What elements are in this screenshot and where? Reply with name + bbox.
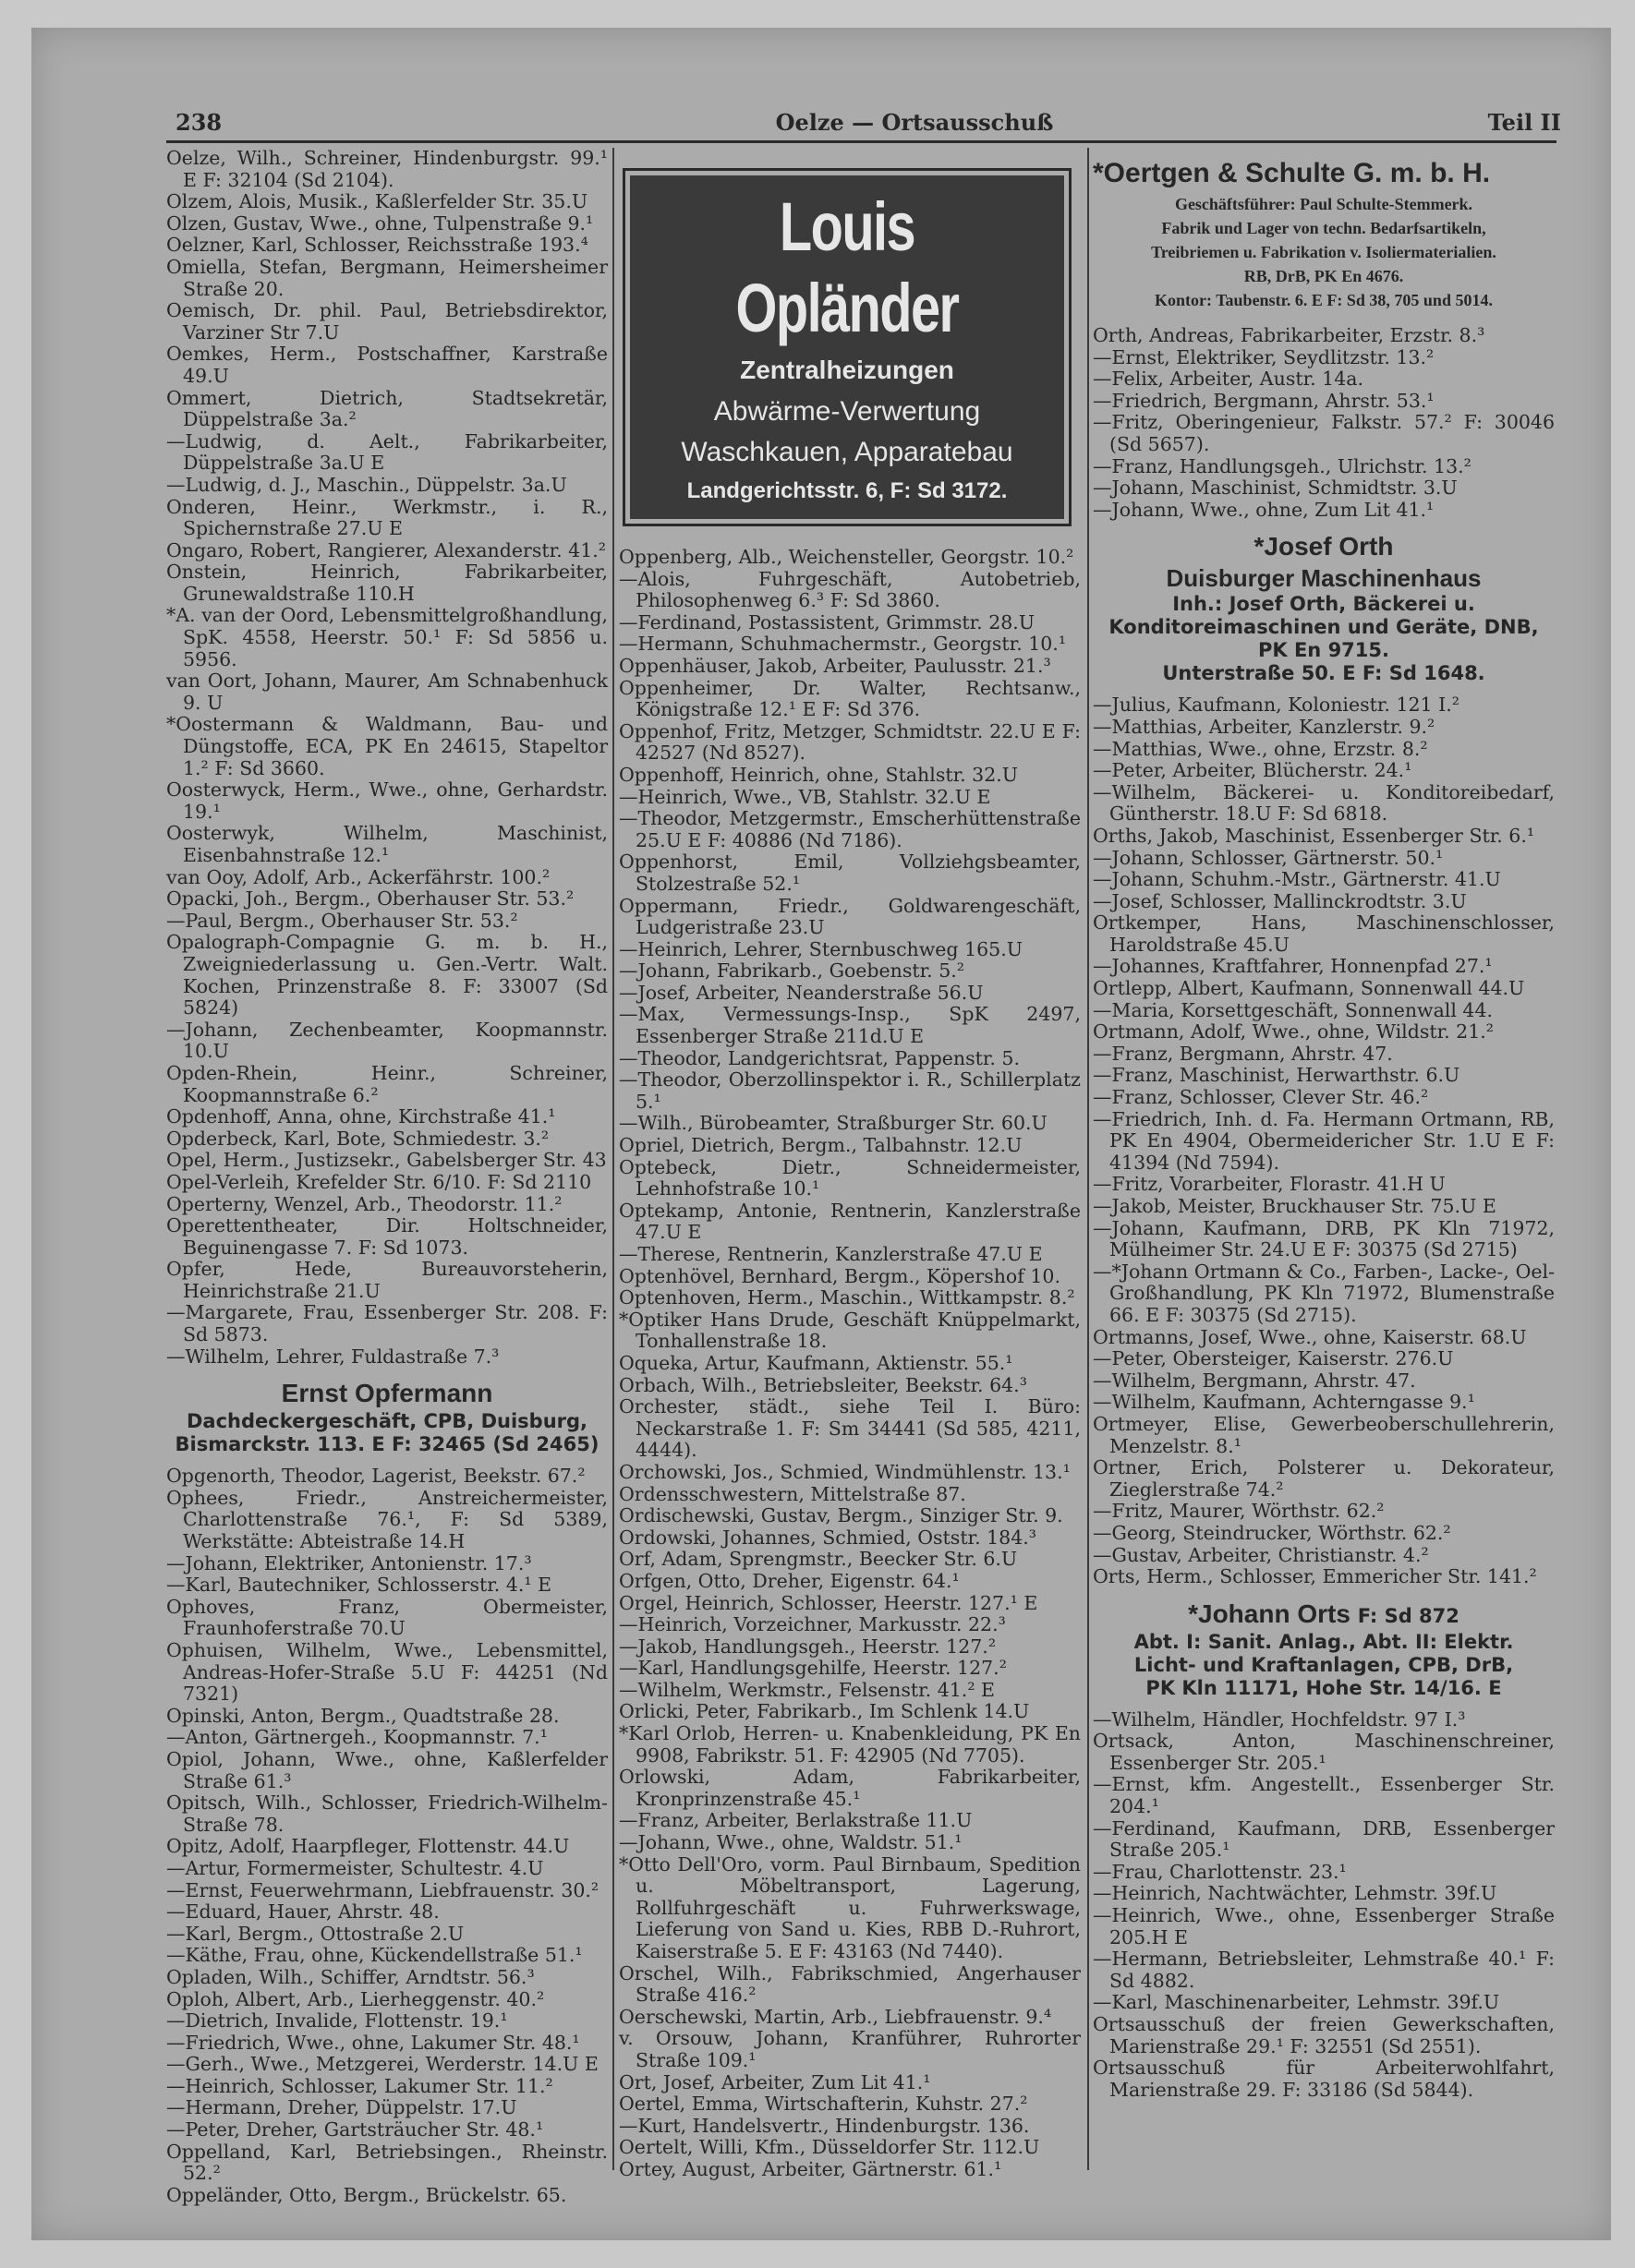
directory-entry: —Margarete, Frau, Essenberger Str. 208. F: Sd 5873. <box>166 1301 608 1346</box>
directory-entry: —Heinrich, Vorzeichner, Markusstr. 22.³ <box>619 1613 1006 1636</box>
ad-opfermann-line1: Dachdeckergeschäft, CPB, Duisburg, <box>186 1410 588 1433</box>
directory-entry: —Heinrich, Wwe., VB, Stahlstr. 32.U E <box>619 785 991 808</box>
directory-entry: Ortmanns, Josef, Wwe., ohne, Kaiserstr. 68.U <box>1093 1325 1527 1348</box>
directory-entry: —Heinrich, Nachtwächter, Lehmstr. 39f.U <box>1093 1882 1497 1905</box>
directory-entry: —Wilh., Bürobeamter, Straßburger Str. 60.U <box>619 1112 1048 1135</box>
directory-entry: Optebeck, Dietr., Schneidermeister, Lehnhofstraße 10.¹ <box>619 1155 1081 1200</box>
directory-entry: —Eduard, Hauer, Ahrstr. 48. <box>166 1900 440 1924</box>
ad-oplaender-line3: Waschkauen, Apparatebau <box>681 437 1013 467</box>
directory-entry: —Johann, Wwe., ohne, Waldstr. 51.¹ <box>619 1831 963 1854</box>
directory-entry: —Karl, Bautechniker, Schlosserstr. 4.¹ E <box>166 1574 552 1597</box>
ad-orth-line3: PK En 9715. <box>1257 639 1389 662</box>
directory-entry: Ortmann, Adolf, Wwe., ohne, Wildstr. 21.² <box>1093 1020 1494 1044</box>
directory-entry: Opladen, Wilh., Schiffer, Arndtstr. 56.³ <box>166 1965 535 1988</box>
directory-entry: —Theodor, Metzgermstr., Emscherhüttenstraße 25.U E F: 40886 (Nd 7186). <box>619 807 1081 851</box>
left-entries-top <box>166 148 608 1368</box>
directory-entry: Operterny, Wenzel, Arb., Theodorstr. 11.² <box>166 1192 563 1215</box>
directory-entry: Opden-Rhein, Heinr., Schreiner, Koopmannstraße 6.² <box>166 1061 608 1106</box>
directory-entry: *Karl Orlob, Herren- u. Knabenkleidung, PK En 9908, Fabrikstr. 51. F: 42905 (Nd 7705). <box>619 1722 1081 1767</box>
ad-orts-phone: F: Sd 872 <box>1357 1604 1459 1627</box>
directory-entry: —Gustav, Arbeiter, Christianstr. 4.² <box>1093 1543 1429 1566</box>
left-entries-bottom <box>166 1466 608 2206</box>
ad-oplaender-line4: Landgerichtsstr. 6, F: Sd 3172. <box>686 478 1008 503</box>
ad-orth-name: *Josef Orth <box>1254 532 1394 561</box>
directory-entry: Opdenhoff, Anna, ohne, Kirchstraße 41.¹ <box>166 1105 556 1128</box>
directory-entry: —Heinrich, Wwe., ohne, Essenberger Straße 205.H E <box>1093 1904 1555 1948</box>
directory-entry: —Georg, Steindrucker, Wörthstr. 62.² <box>1093 1521 1451 1544</box>
ad-oplaender <box>623 168 1072 526</box>
directory-entry: van Oort, Johann, Maurer, Am Schnabenhuck 9. U <box>166 670 608 714</box>
directory-entry: —Hermann, Betriebsleiter, Lehmstraße 40.¹ F: Sd 4882. <box>1093 1948 1555 1992</box>
ad-opfermann-line2: Bismarckstr. 113. E F: 32465 (Sd 2465) <box>175 1433 600 1456</box>
directory-entry: —Johann, Zechenbeamter, Koopmannstr. 10.U <box>166 1018 608 1063</box>
directory-entry: —Peter, Arbeiter, Blücherstr. 24.¹ <box>1093 759 1412 782</box>
ad-oertgen-line3: Treibriemen u. Fabrikation v. Isoliermaterialien. <box>1151 243 1496 261</box>
directory-entry: Oemkes, Herm., Postschaffner, Karstraße 49.U <box>166 343 608 387</box>
column-divider-left <box>612 148 614 2170</box>
directory-entry: Oerschewski, Martin, Arb., Liebfrauenstr. 9.⁴ <box>619 2005 1052 2028</box>
directory-entry: Ophuisen, Wilhelm, Wwe., Lebensmittel, Andreas-Hofer-Straße 5.U F: 44251 (Nd 7321) <box>166 1639 608 1706</box>
directory-entry: —Johann, Fabrikarb., Goebenstr. 5.² <box>619 959 964 983</box>
directory-entry: —Johann, Schlosser, Gärtnerstr. 50.¹ <box>1093 846 1444 869</box>
directory-entry: Ophoves, Franz, Obermeister, Fraunhoferstraße 70.U <box>166 1595 608 1640</box>
directory-entry: Orgel, Heinrich, Schlosser, Heerstr. 127.¹ E <box>619 1591 1038 1614</box>
directory-entry: Orlicki, Peter, Fabrikarb., Im Schlenk 14.U <box>619 1700 1030 1723</box>
directory-entry: —Friedrich, Bergmann, Ahrstr. 53.¹ <box>1093 389 1435 412</box>
directory-entry: Optenhoven, Herm., Maschin., Wittkampstr. 8.² <box>619 1286 1075 1309</box>
directory-entry: —Heinrich, Lehrer, Sternbuschweg 165.U <box>619 937 1023 960</box>
directory-entry: Optenhövel, Bernhard, Bergm., Köpershof 10. <box>619 1264 1060 1287</box>
ad-oertgen-line2: Fabrik und Lager von techn. Bedarfsartikeln, <box>1161 219 1486 237</box>
directory-entry: —Matthias, Arbeiter, Kanzlerstr. 9.² <box>1093 715 1435 738</box>
directory-entry: Oemisch, Dr. phil. Paul, Betriebsdirektor, Varziner Str 7.U <box>166 299 608 344</box>
directory-entry: Oosterwyk, Wilhelm, Maschinist, Eisenbahnstraße 12.¹ <box>166 822 608 866</box>
directory-entry: Opinski, Anton, Bergm., Quadtstraße 28. <box>166 1704 560 1727</box>
directory-entry: —Franz, Maschinist, Herwarthstr. 6.U <box>1093 1064 1460 1087</box>
middle-entries <box>619 547 1081 2181</box>
directory-entry: —Heinrich, Schlosser, Lakumer Str. 11.² <box>166 2074 553 2097</box>
directory-entry: —Ludwig, d. Aelt., Fabrikarbeiter, Düppelstraße 3a.U E <box>166 429 608 475</box>
directory-entry: —Ludwig, d. J., Maschin., Düppelstr. 3a.U <box>166 473 567 496</box>
directory-entry: —Hermann, Dreher, Düppelstr. 17.U <box>166 2096 517 2119</box>
directory-entry: Ortmeyer, Elise, Gewerbeoberschullehrerin, Menzelstr. 8.¹ <box>1093 1412 1555 1457</box>
directory-entry: —Karl, Handlungsgehilfe, Heerstr. 127.² <box>619 1657 1007 1680</box>
directory-entry: Oelze, Wilh., Schreiner, Hindenburgstr. 99.¹ E F: 32104 (Sd 2104). <box>166 147 608 191</box>
directory-entry: —Franz, Handlungsgeh., Ulrichstr. 13.² <box>1093 454 1472 477</box>
directory-entry: —Josef, Schlosser, Mallinckrodtstr. 3.U <box>1093 889 1467 912</box>
ad-orth-line4: Unterstraße 50. E F: Sd 1648. <box>1162 662 1485 685</box>
directory-entry: Orts, Herm., Schlosser, Emmericher Str. 141.² <box>1093 1565 1537 1588</box>
directory-entry: —Ernst, Feuerwehrmann, Liebfrauenstr. 30.² <box>166 1878 600 1901</box>
directory-entry: *Oostermann & Waldmann, Bau- und Düngstoffe, ECA, PK En 24615, Stapeltor 1.² F: Sd 3660. <box>166 713 608 779</box>
directory-entry: Ortsack, Anton, Maschinenschreiner, Essenberger Str. 205.¹ <box>1093 1730 1555 1774</box>
ad-orts <box>1093 1598 1555 1700</box>
directory-entry: Ortlepp, Albert, Kaufmann, Sonnenwall 44.U <box>1093 977 1525 1000</box>
directory-entry: —Johann, Elektriker, Antonienstr. 17.³ <box>166 1551 532 1574</box>
ad-oplaender-line2: Abwärme-Verwertung <box>713 396 981 427</box>
directory-entry: Oppenheimer, Dr. Walter, Rechtsanw., Königstraße 12.¹ E F: Sd 376. <box>619 676 1081 721</box>
directory-entry: Ongaro, Robert, Rangierer, Alexanderstr. 41.² <box>166 538 606 561</box>
directory-entry: —Johann, Maschinist, Schmidtstr. 3.U <box>1093 477 1458 500</box>
directory-entry: —Karl, Bergm., Ottostraße 2.U <box>166 1922 465 1945</box>
directory-entry: —Johannes, Kraftfahrer, Honnenpfad 27.¹ <box>1093 955 1493 978</box>
directory-entry: —Felix, Arbeiter, Austr. 14a. <box>1093 368 1363 391</box>
directory-entry: Oppenhof, Fritz, Metzger, Schmidtstr. 22.U E F: 42527 (Nd 8527). <box>619 719 1081 765</box>
directory-entry: Opalograph-Compagnie G. m. b. H., Zweigniederlassung u. Gen.-Vertr. Walt. Kochen, Prinzenstraße 8. F: 33007 (Sd 5824) <box>166 931 608 1019</box>
directory-entry: Oploh, Albert, Arb., Lierheggenstr. 40.² <box>166 1987 545 2010</box>
directory-entry: Ordensschwestern, Mittelstraße 87. <box>619 1482 966 1505</box>
directory-entry: Oppenberg, Alb., Weichensteller, Georgstr. 10.² <box>619 546 1074 568</box>
directory-entry: Opfer, Hede, Bureauvorsteherin, Heinrichstraße 21.U <box>166 1258 608 1302</box>
directory-entry: Ophees, Friedr., Anstreichermeister, Charlottenstraße 76.¹, F: Sd 5389, Werkstätte: Abteistraße 14.H <box>166 1486 608 1553</box>
directory-entry: Oosterwyck, Herm., Wwe., ohne, Gerhardstr. 19.¹ <box>166 778 608 823</box>
directory-entry: *Otto Dell'Oro, vorm. Paul Birnbaum, Spedition u. Möbeltransport, Lagerung, Rollfuhrgeschäft u. Fuhrwerkswage, Lieferung von Sand u. Kies, RBB D.-Ruhrort, Kaiserstraße 5. E F: 43163 (Nd 7440). <box>619 1852 1081 1962</box>
directory-entry: —Franz, Bergmann, Ahrstr. 47. <box>1093 1042 1393 1065</box>
ad-oplaender-line1: Zentralheizungen <box>740 356 954 384</box>
directory-entry: van Ooy, Adolf, Arb., Ackerfährstr. 100.² <box>166 865 551 888</box>
directory-entry: Oertelt, Willi, Kfm., Düsseldorfer Str. 112.U <box>619 2136 1040 2159</box>
directory-entry: —Fritz, Vorarbeiter, Florastr. 41.H U <box>1093 1173 1446 1196</box>
directory-entry: Oppenhorst, Emil, Vollziehgsbeamter, Stolzestraße 52.¹ <box>619 850 1081 895</box>
directory-entry: Oelzner, Karl, Schlosser, Reichsstraße 193.⁴ <box>166 234 588 257</box>
ad-oertgen-name: *Oertgen & Schulte G. m. b. H. <box>1093 158 1491 188</box>
directory-entry: —Karl, Maschinenarbeiter, Lehmstr. 39f.U <box>1093 1991 1500 2014</box>
directory-entry: —Dietrich, Invalide, Flottenstr. 19.¹ <box>166 2009 508 2033</box>
directory-entry: Ordowski, Johannes, Schmied, Oststr. 184.³ <box>619 1526 1037 1549</box>
directory-entry: Olzem, Alois, Musik., Kaßlerfelder Str. 35.U <box>166 190 588 213</box>
directory-entry: Oqueka, Artur, Kaufmann, Aktienstr. 55.¹ <box>619 1351 1013 1374</box>
directory-entry: Oppeländer, Otto, Bergm., Brückelstr. 65. <box>166 2183 567 2206</box>
ad-orth-line2: Inh.: Josef Orth, Bäckerei u. Konditoreimaschinen und Geräte, DNB, <box>1108 593 1539 639</box>
ad-oplaender-name: Louis Opländer <box>735 188 959 346</box>
directory-entry: —Johann, Schuhm.-Mstr., Gärtnerstr. 41.U <box>1093 868 1501 891</box>
right-column <box>1093 148 1555 2101</box>
directory-entry: —Franz, Schlosser, Clever Str. 46.² <box>1093 1086 1429 1109</box>
part-label: Teil II <box>1487 109 1561 136</box>
directory-entry: Oppenhäuser, Jakob, Arbeiter, Paulusstr. 21.³ <box>619 654 1051 677</box>
running-head <box>176 109 1561 142</box>
directory-entry: —Matthias, Wwe., ohne, Erzstr. 8.² <box>1093 737 1428 760</box>
directory-entry: —Käthe, Frau, ohne, Kückendellstraße 51.¹ <box>166 1944 583 1967</box>
page-number: 238 <box>176 109 223 136</box>
directory-entry: Opitsch, Wilh., Schlosser, Friedrich-Wilhelm-Straße 78. <box>166 1791 608 1836</box>
directory-entry: —Theodor, Oberzollinspektor i. R., Schillerplatz 5.¹ <box>619 1068 1081 1113</box>
directory-entry: Oppelland, Karl, Betriebsingen., Rheinstr. 52.² <box>166 2140 608 2185</box>
directory-entry: Opriel, Dietrich, Bergm., Talbahnstr. 12.U <box>619 1134 1023 1157</box>
directory-entry: —Franz, Arbeiter, Berlakstraße 11.U <box>619 1809 973 1832</box>
directory-entry: *Optiker Hans Drude, Geschäft Knüppelmarkt, Tonhallenstraße 18. <box>619 1308 1081 1353</box>
directory-entry: Opitz, Adolf, Haarpfleger, Flottenstr. 44.U <box>166 1835 570 1858</box>
directory-entry: —Kurt, Handelsvertr., Hindenburgstr. 136. <box>619 2114 1030 2137</box>
directory-entry: Olzen, Gustav, Wwe., ohne, Tulpenstraße 9.¹ <box>166 211 594 235</box>
directory-entry: —Johann, Kaufmann, DRB, PK Kln 71972, Mülheimer Str. 24.U E F: 30375 (Sd 2715) <box>1093 1216 1555 1261</box>
ad-oertgen <box>1093 155 1555 312</box>
directory-entry: —Fritz, Oberingenieur, Falkstr. 57.² F: 30046 (Sd 5657). <box>1093 411 1555 455</box>
directory-entry: —Frau, Charlottenstr. 23.¹ <box>1093 1860 1347 1883</box>
directory-entry: —Wilhelm, Werkmstr., Felsenstr. 41.² E <box>619 1678 996 1701</box>
directory-entry: Opiol, Johann, Wwe., ohne, Kaßlerfelder Straße 61.³ <box>166 1747 608 1792</box>
directory-entry: Onderen, Heinr., Werkmstr., i. R., Spichernstraße 27.U E <box>166 495 608 540</box>
right-entries-bottom <box>1093 1709 1555 2102</box>
directory-entry: Operettentheater, Dir. Holtschneider, Beguinengasse 7. F: Sd 1073. <box>166 1214 608 1259</box>
directory-entry: —Ernst, Elektriker, Seydlitzstr. 13.² <box>1093 345 1435 368</box>
directory-entry: —*Johann Ortmann & Co., Farben-, Lacke-, Oel-Großhandlung, PK Kln 71972, Blumenstraße 66. E F: 30375 (Sd 2715). <box>1093 1260 1555 1326</box>
directory-entry: —Alois, Fuhrgeschäft, Autobetrieb, Philosophenweg 6.³ F: Sd 3860. <box>619 567 1081 612</box>
directory-entry: Orlowski, Adam, Fabrikarbeiter, Kronprinzenstraße 45.¹ <box>619 1766 1081 1810</box>
directory-entry: Ortkemper, Hans, Maschinenschlosser, Haroldstraße 45.U <box>1093 911 1555 956</box>
directory-entry: Omiella, Stefan, Bergmann, Heimersheimer Straße 20. <box>166 255 608 300</box>
directory-entry: Onstein, Heinrich, Fabrikarbeiter, Grunewaldstraße 110.H <box>166 561 608 605</box>
ad-oertgen-line1: Geschäftsführer: Paul Schulte-Stemmerk. <box>1174 195 1473 213</box>
directory-entry: —Ferdinand, Postassistent, Grimmstr. 28.U <box>619 610 1036 633</box>
directory-entry: Orfgen, Otto, Dreher, Eigenstr. 64.¹ <box>619 1569 960 1592</box>
directory-entry: —Friedrich, Wwe., ohne, Lakumer Str. 48.¹ <box>166 2031 580 2054</box>
directory-entry: Optekamp, Antonie, Rentnerin, Kanzlerstraße 47.U E <box>619 1199 1081 1244</box>
left-column <box>166 148 608 2206</box>
directory-entry: —Jakob, Handlungsgeh., Heerstr. 127.² <box>619 1635 997 1658</box>
directory-entry: —Wilhelm, Lehrer, Fuldastraße 7.³ <box>166 1345 500 1368</box>
directory-entry: Ortner, Erich, Polsterer u. Dekorateur, Zieglerstraße 74.² <box>1093 1456 1555 1501</box>
directory-entry: *A. van der Oord, Lebensmittelgroßhandlung, SpK. 4558, Heerstr. 50.¹ F: Sd 5856 u. 5956. <box>166 604 608 670</box>
ad-orth <box>1093 530 1555 685</box>
ad-opfermann <box>166 1377 608 1456</box>
directory-entry: Orths, Jakob, Maschinist, Essenberger Str. 6.¹ <box>1093 824 1535 847</box>
directory-entry: —Friedrich, Inh. d. Fa. Hermann Ortmann, RB, PK En 4904, Obermeidericher Str. 1.U E F: 41394 (Nd 7594). <box>1093 1107 1555 1174</box>
right-entries-top <box>1093 325 1555 521</box>
directory-entry: Ortey, August, Arbeiter, Gärtnerstr. 61.¹ <box>619 2157 1002 2180</box>
directory-entry: —Wilhelm, Bäckerei- u. Konditoreibedarf, Güntherstr. 18.U F: Sd 6818. <box>1093 780 1555 826</box>
right-entries-mid <box>1093 694 1555 1587</box>
header-rule <box>166 140 1556 143</box>
directory-entry: Opacki, Joh., Bergm., Oberhauser Str. 53.² <box>166 887 575 911</box>
ad-oertgen-line4: RB, DrB, PK En 4676. <box>1243 267 1404 285</box>
directory-entry: Oppermann, Friedr., Goldwarengeschäft, Ludgeristraße 23.U <box>619 894 1081 939</box>
directory-entry: —Artur, Formermeister, Schultestr. 4.U <box>166 1856 544 1879</box>
ad-orts-name: *Johann Orts <box>1188 1598 1350 1628</box>
directory-entry: Ommert, Dietrich, Stadtsekretär, Düppelstraße 3a.² <box>166 386 608 431</box>
directory-entry: —Jakob, Meister, Bruckhauser Str. 75.U E <box>1093 1195 1496 1217</box>
directory-entry: —Theodor, Landgerichtsrat, Pappenstr. 5. <box>619 1046 1020 1069</box>
directory-entry: —Ernst, kfm. Angestellt., Essenberger Str. 204.¹ <box>1093 1773 1555 1818</box>
directory-entry: Oertel, Emma, Wirtschafterin, Kuhstr. 27.² <box>619 2093 1028 2116</box>
directory-entry: —Maria, Korsettgeschäft, Sonnenwall 44. <box>1093 998 1494 1021</box>
directory-entry: —Paul, Bergm., Oberhauser Str. 53.² <box>166 909 518 932</box>
directory-entry: —Ferdinand, Kaufmann, DRB, Essenberger Straße 205.¹ <box>1093 1816 1555 1862</box>
column-divider-right <box>1087 148 1089 2170</box>
directory-entry: Ortsausschuß der freien Gewerkschaften, Marienstraße 29.¹ F: 32551 (Sd 2551). <box>1093 2013 1555 2057</box>
directory-entry: v. Orsouw, Johann, Kranführer, Ruhrorter Straße 109.¹ <box>619 2027 1081 2071</box>
directory-entry: —Johann, Wwe., ohne, Zum Lit 41.¹ <box>1093 498 1435 521</box>
directory-entry: Opel-Verleih, Krefelder Str. 6/10. F: Sd 2110 <box>166 1170 592 1193</box>
middle-column <box>619 148 1081 2181</box>
directory-entry: —Peter, Obersteiger, Kaiserstr. 276.U <box>1093 1347 1454 1370</box>
directory-entry: —Anton, Gärtnergeh., Koopmannstr. 7.¹ <box>166 1726 548 1749</box>
directory-entry: Ortsausschuß für Arbeiterwohlfahrt, Marienstraße 29. F: 33186 (Sd 5844). <box>1093 2057 1555 2101</box>
directory-entry: Opgenorth, Theodor, Lagerist, Beekstr. 67.² <box>166 1465 586 1488</box>
directory-entry: —Therese, Rentnerin, Kanzlerstraße 47.U E <box>619 1243 1043 1265</box>
directory-entry: —Max, Vermessungs-Insp., SpK 2497, Essenberger Straße 211d.U E <box>619 1003 1081 1048</box>
directory-entry: Orth, Andreas, Fabrikarbeiter, Erzstr. 8.³ <box>1093 324 1485 346</box>
ad-opfermann-name: Ernst Opfermann <box>281 1379 493 1408</box>
ad-orth-line1: Duisburger Maschinenhaus <box>1166 564 1482 593</box>
ad-oertgen-line5: Kontor: Taubenstr. 6. E F: Sd 38, 705 und 5014. <box>1155 291 1493 309</box>
directory-entry: —Wilhelm, Händler, Hochfeldstr. 97 I.³ <box>1093 1707 1466 1731</box>
directory-entry: —Hermann, Schuhmachermstr., Georgstr. 10.¹ <box>619 633 1067 656</box>
directory-entry: Ordischewski, Gustav, Bergm., Sinziger Str. 9. <box>619 1504 1063 1527</box>
directory-entry: Opderbeck, Karl, Bote, Schmiedestr. 3.² <box>166 1127 550 1150</box>
directory-entry: —Julius, Kaufmann, Koloniestr. 121 I.² <box>1093 694 1459 717</box>
directory-entry: Orschel, Wilh., Fabrikschmied, Angerhauser Straße 416.² <box>619 1961 1081 2007</box>
ad-orts-line2: Licht- und Kraftanlagen, CPB, DrB, <box>1133 1653 1514 1676</box>
running-title: Oelze — Ortsausschuß <box>775 109 1054 136</box>
directory-entry: Ort, Josef, Arbeiter, Zum Lit 41.¹ <box>619 2070 931 2093</box>
directory-entry: —Josef, Arbeiter, Neanderstraße 56.U <box>619 981 984 1004</box>
ad-orts-line3: PK Kln 11171, Hohe Str. 14/16. E <box>1145 1676 1502 1699</box>
directory-entry: Orchester, städt., siehe Teil I. Büro: Neckarstraße 1. F: Sm 34441 (Sd 585, 4211, 4444). <box>619 1395 1081 1462</box>
directory-entry: Oppenhoff, Heinrich, ohne, Stahlstr. 32.U <box>619 763 1019 786</box>
directory-entry: Orf, Adam, Sprengmstr., Beecker Str. 6.U <box>619 1548 1018 1571</box>
directory-entry: —Gerh., Wwe., Metzgerei, Werderstr. 14.U E <box>166 2053 599 2076</box>
directory-entry: —Wilhelm, Bergmann, Ahrstr. 47. <box>1093 1369 1416 1392</box>
directory-entry: Opel, Herm., Justizsekr., Gabelsberger Str. 43 <box>166 1149 607 1172</box>
directory-entry: —Wilhelm, Kaufmann, Achterngasse 9.¹ <box>1093 1391 1475 1414</box>
directory-entry: —Peter, Dreher, Gartsträucher Str. 48.¹ <box>166 2118 544 2141</box>
directory-entry: Orchowski, Jos., Schmied, Windmühlenstr. 13.¹ <box>619 1460 1071 1483</box>
directory-entry: —Fritz, Maurer, Wörthstr. 62.² <box>1093 1500 1385 1523</box>
directory-entry: Orbach, Wilh., Betriebsleiter, Beekstr. 64.³ <box>619 1373 1027 1396</box>
ad-orts-line1: Abt. I: Sanit. Anlag., Abt. II: Elektr. <box>1133 1630 1514 1653</box>
